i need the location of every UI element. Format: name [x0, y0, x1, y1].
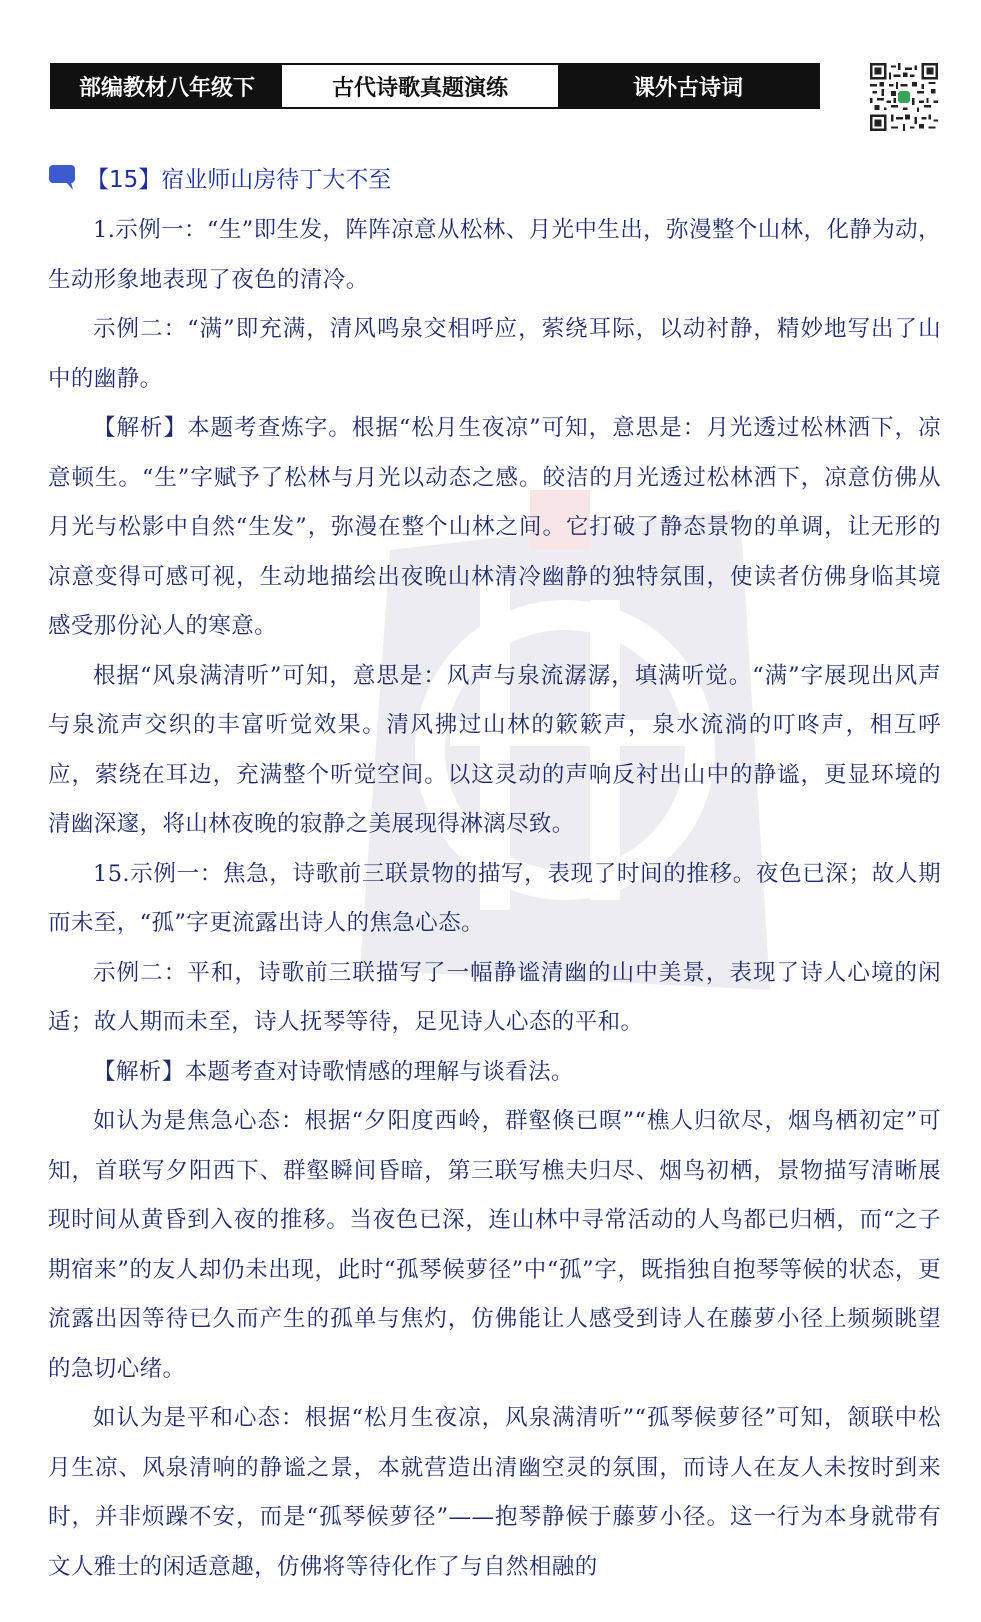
- header-category-label: 课外古诗词: [558, 65, 818, 107]
- section-title-text: 【15】宿业师山房待丁大不至: [86, 166, 392, 193]
- paragraph: 示例二：“满”即充满，清风鸣泉交相呼应，萦绕耳际，以动衬静，精妙地写出了山中的幽静。: [48, 316, 941, 392]
- paragraph: 【解析】本题考查对诗歌情感的理解与谈看法。: [93, 1058, 574, 1085]
- paragraph: 15.示例一：焦急，诗歌前三联景物的描写，表现了时间的推移。夜色已深；故人期而未至，“孤”字更流露出诗人的焦急心态。: [48, 860, 941, 936]
- paragraph: 如认为是平和心态：根据“松月生夜凉，风泉满清听”“孤琴候萝径”可知，颔联中松月生凉、风泉清响的静谧之景，本就营造出清幽空灵的氛围，而诗人在友人未按时到来时，并非烦躁不安，而是“孤琴候萝径”——抱琴静候于藤萝小径。这一行为本身就带有文人雅士的闲适意趣，仿佛将等待化作了与自然相融的: [48, 1405, 941, 1580]
- qr-code-icon: [870, 63, 938, 131]
- paragraph: 示例二：平和，诗歌前三联描写了一幅静谧清幽的山中美景，表现了诗人心境的闲适；故人期而未至，诗人抚琴等待，足见诗人心态的平和。: [48, 959, 941, 1035]
- section-title: [48, 160, 391, 194]
- paragraph: 1.示例一：“生”即生发，阵阵凉意从松林、月光中生出，弥漫整个山林，化静为动，生动形象地表现了夜色的清冷。: [48, 217, 941, 293]
- header-bar: [50, 63, 820, 109]
- paragraph: 根据“风泉满清听”可知，意思是：风声与泉流潺潺，填满听觉。“满”字展现出风声与泉流声交织的丰富听觉效果。清风拂过山林的簌簌声，泉水流淌的叮咚声，相互呼应，萦绕在耳边，充满整个听觉空间。以这灵动的声响反衬出山中的静谧，更显环境的清幽深邃，将山林夜晚的寂静之美展现得淋漓尽致。: [48, 662, 941, 837]
- paragraph: 如认为是焦急心态：根据“夕阳度西岭，群壑倏已暝”“樵人归欲尽，烟鸟栖初定”可知，首联写夕阳西下、群壑瞬间昏暗，第三联写樵夫归尽、烟鸟初栖，景物描写清晰展现时间从黄昏到入夜的推移。当夜色已深，连山林中寻常活动的人鸟都已归栖，而“之子期宿来”的友人却仍未出现，此时“孤琴候萝径”中“孤”字，既指独自抱琴等候的状态，更流露出因等待已久而产生的孤单与焦灼，仿佛能让人感受到诗人在藤萝小径上频频眺望的急切心绪。: [48, 1108, 941, 1382]
- header-topic-label: 古代诗歌真题演练: [282, 65, 558, 107]
- header-grade-label: 部编教材八年级下: [52, 65, 282, 107]
- speech-bubble-icon: [48, 162, 78, 192]
- answer-content: [48, 206, 941, 1592]
- paragraph: 【解析】本题考查炼字。根据“松月生夜凉”可知，意思是：月光透过松林洒下，凉意顿生。“生”字赋予了松林与月光以动态之感。皎洁的月光透过松林洒下，凉意仿佛从月光与松影中自然“生发”，弥漫在整个山林之间。它打破了静态景物的单调，让无形的凉意变得可感可视，生动地描绘出夜晚山林清冷幽静的独特氛围，使读者仿佛身临其境感受那份沁人的寒意。: [48, 415, 941, 639]
